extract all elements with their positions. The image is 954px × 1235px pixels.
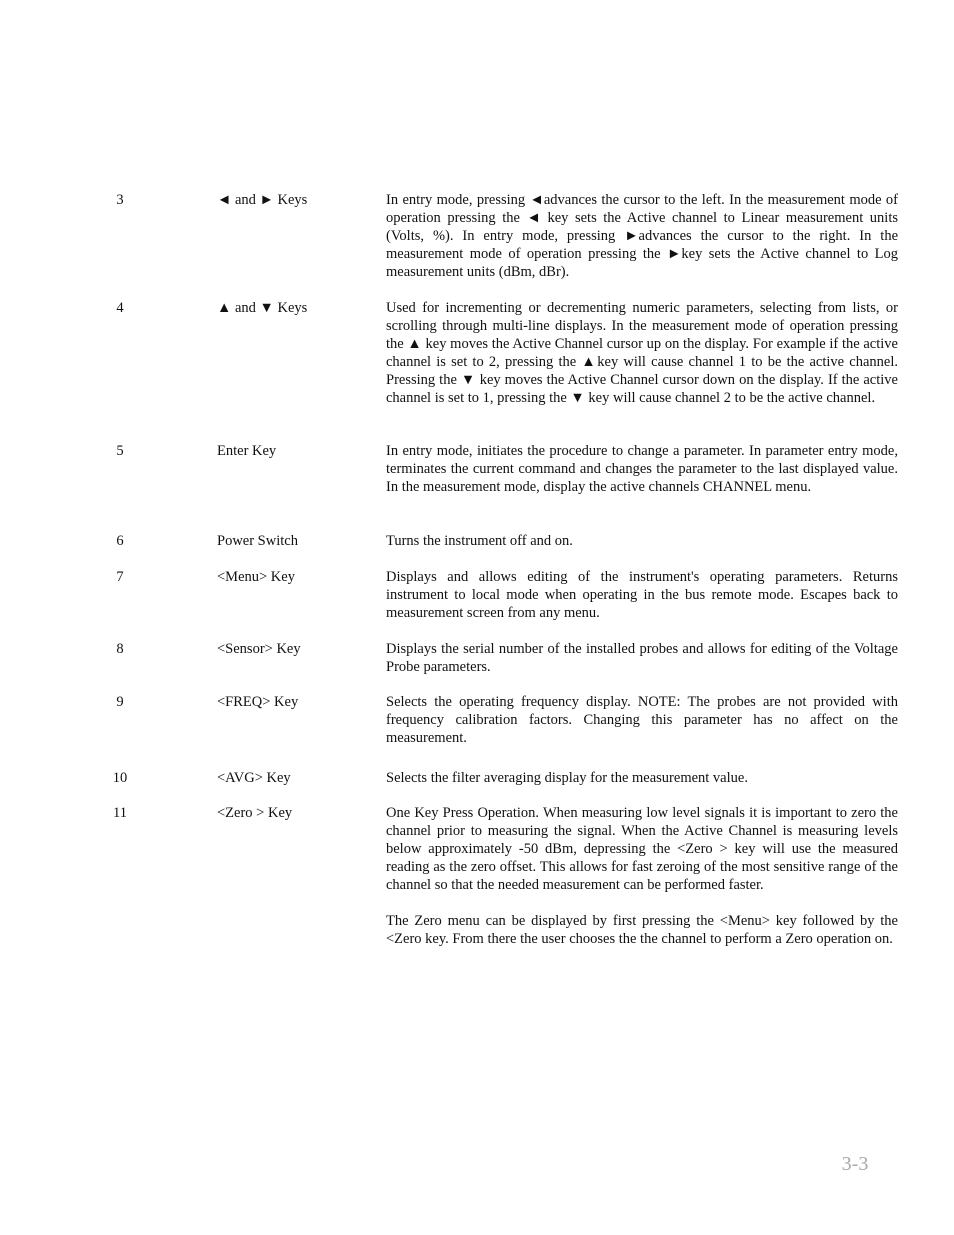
item-number: 5 [116,443,124,459]
item-number: 8 [116,641,124,657]
description-paragraph: Used for incrementing or decrementing numeric parameters, selecting from lists, or scrolling through multi-line displays. In the measurement mode of operation pressing the ▲ key moves the Active Channel cursor up on the display. For example if the active channel is set to 2, pressing the ▲key will cause channel 1 to be the active channel. Pressing the ▼ key moves the Active Channel cursor down on the display. If the active channel is set to 1, pressing the ▼ key will cause channel 2 to be the active channel. [386,300,898,406]
key-description [386,769,898,787]
page-number: 3-3 [841,1153,869,1175]
key-description [386,693,898,747]
description-paragraph: Displays and allows editing of the instrument's operating parameters. Returns instrument to local mode when operating in the bus remote mode. Escapes back to measurement screen from any menu. [386,569,898,621]
item-number: 9 [116,694,124,710]
key-name: ▲ and ▼ Keys [217,300,308,316]
description-paragraph: In entry mode, pressing ◄advances the cursor to the left. In the measurement mode of operation pressing the ◄ key sets the Active channel to Linear measurement units (Volts, %). In entry mode, pressing ►advances the cursor to the right. In the measurement mode of operation pressing the ►key sets the Active channel to Log measurement units (dBm, dBr). [386,192,898,280]
item-number: 4 [116,300,124,316]
item-number: 3 [116,192,124,208]
key-description [386,804,898,948]
key-description [386,640,898,676]
key-name: <FREQ> Key [217,694,299,710]
key-name: <AVG> Key [217,770,291,786]
description-paragraph: Turns the instrument off and on. [386,533,573,549]
key-name: <Sensor> Key [217,641,301,657]
key-description [386,191,898,281]
description-paragraph: In entry mode, initiates the procedure to change a parameter. In parameter entry mode, terminates the current command and changes the parameter to the last displayed value. In the measurement mode, display the active channels CHANNEL menu. [386,443,898,495]
description-paragraph: One Key Press Operation. When measuring low level signals it is important to zero the channel prior to measuring the signal. When the Active Channel is measuring levels below approximately -50 dBm, depressing the <Zero > key will use the measured reading as the zero offset. This allows for fast zeroing of the most sensitive range of the channel so that the needed measurement can be performed faster. [386,805,898,893]
key-name: ◄ and ► Keys [217,192,308,208]
item-number: 10 [112,770,128,786]
item-number: 7 [116,569,124,585]
key-name: <Menu> Key [217,569,295,585]
key-name: Power Switch [217,533,298,549]
key-description [386,568,898,622]
item-number: 11 [113,805,127,821]
item-number: 6 [116,533,124,549]
description-paragraph: The Zero menu can be displayed by first pressing the <Menu> key followed by the <Zero key. From there the user chooses the the channel to perform a Zero operation on. [386,913,898,947]
key-description [386,442,898,496]
description-paragraph: Selects the operating frequency display. NOTE: The probes are not provided with frequency calibration factors. Changing this parameter has no affect on the measurement. [386,694,898,746]
key-name: Enter Key [217,443,277,459]
key-description [386,532,898,550]
description-paragraph: Displays the serial number of the installed probes and allows for editing of the Voltage Probe parameters. [386,641,898,675]
key-description [386,299,898,407]
key-name: <Zero > Key [217,805,293,821]
description-paragraph: Selects the filter averaging display for the measurement value. [386,770,748,786]
